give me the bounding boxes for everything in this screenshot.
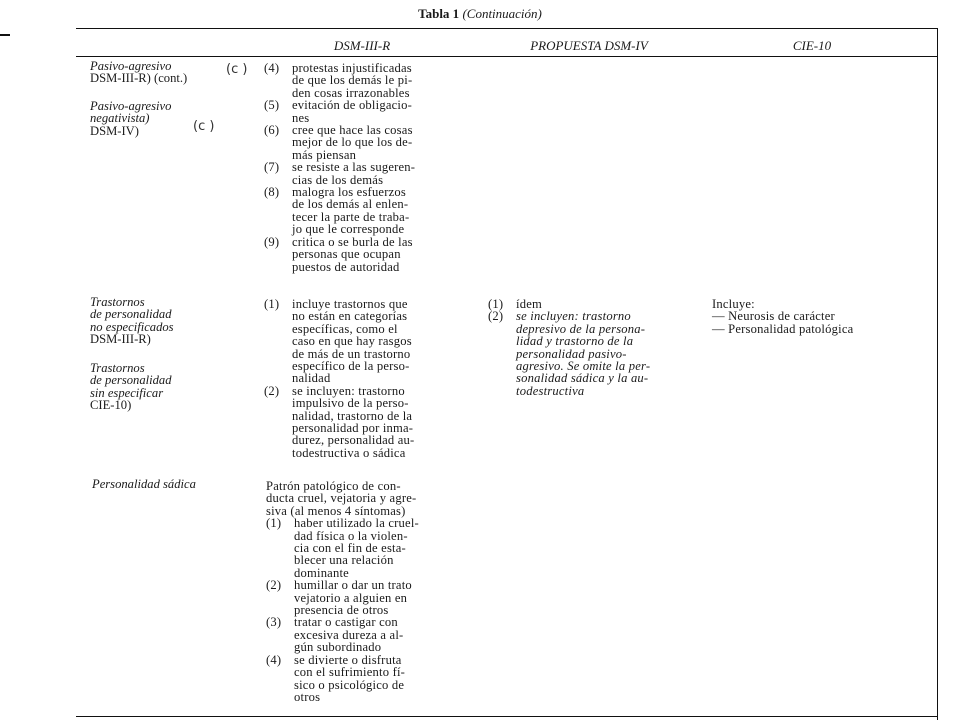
criterion-line: personalidad pasivo- <box>516 346 627 361</box>
criterion-line: no están en categorías <box>292 309 408 324</box>
diagnosis-line: DSM-IV) <box>90 123 139 138</box>
criterion-number: (9) <box>264 234 280 249</box>
criterion-item <box>264 62 474 99</box>
criterion-line: vejatorio a alguien en <box>294 590 408 605</box>
criterion-number: (3) <box>266 615 282 630</box>
criterion-line: protestas injustificadas <box>292 61 412 75</box>
table-title <box>0 6 960 22</box>
diagnosis-label <box>90 296 174 346</box>
criterion-line: más piensan <box>292 147 357 162</box>
criterion-line: ídem <box>516 297 542 311</box>
criterion-line: ducta cruel, vejatoria y agre- <box>266 491 417 506</box>
criterion-line: Patrón patológico de con- <box>266 479 401 493</box>
criterion-line: durez, personalidad au- <box>292 433 415 448</box>
criterion-intro <box>266 480 478 517</box>
criterion-item <box>264 385 474 459</box>
dsm3r-criteria <box>266 480 478 703</box>
diagnosis-line: DSM-III-R) <box>90 332 151 347</box>
table-title-italic: (Continuación) <box>462 6 542 21</box>
criterion-line: incluye trastornos que <box>292 297 408 311</box>
criterion-number: (5) <box>264 98 280 113</box>
criterion-number: (1) <box>488 297 504 311</box>
cie10-bullet: — Personalidad patológica <box>712 321 854 336</box>
diagnosis-label <box>90 362 172 412</box>
cie10-bullet: — Neurosis de carácter <box>712 309 835 324</box>
criterion-line: critica o se burla de las <box>292 234 413 249</box>
criterion-line: nalidad, trastorno de la <box>292 408 413 423</box>
diagnosis-label <box>92 478 196 490</box>
criterion-number: (4) <box>264 61 280 75</box>
diagnosis-line: DSM-III-R) (cont.) <box>90 71 188 86</box>
criterion-item <box>266 654 478 704</box>
criterion-line: específico de la perso- <box>292 359 410 374</box>
criterion-line: mejor de lo que los de- <box>292 135 413 150</box>
dsm3r-criteria <box>264 62 474 273</box>
criterion-line: con el sufrimiento fí- <box>294 665 406 680</box>
criterion-item <box>266 616 478 653</box>
criterion-line: otros <box>294 689 321 704</box>
diagnosis-label <box>90 60 187 85</box>
diagnosis-line: Pasivo-agresivo <box>90 59 172 73</box>
criterion-line: cias de los demás <box>292 172 384 187</box>
criterion-line: de los demás al enlen- <box>292 197 409 212</box>
criterion-number: (1) <box>264 297 280 311</box>
criterion-line: cia con el fin de esta- <box>294 541 406 556</box>
criterion-line: dominante <box>294 565 349 580</box>
criterion-item <box>488 310 700 397</box>
criterion-line: malogra los esfuerzos <box>292 185 407 200</box>
handwritten-mark: (c ) <box>226 62 248 77</box>
criterion-line: evitación de obligacio- <box>292 98 412 113</box>
criterion-line: sonalidad sádica y la au- <box>516 371 649 386</box>
diagnosis-line: de personalidad <box>90 373 172 388</box>
diagnosis-line: sin especificar <box>90 385 164 400</box>
criterion-line: den cosas irrazonables <box>292 85 410 100</box>
criterion-number: (2) <box>264 383 280 398</box>
criterion-line: se incluyen: trastorno <box>292 383 405 398</box>
diagnosis-line: de personalidad <box>90 307 172 322</box>
criterion-line: de más de un trastorno <box>292 346 411 361</box>
diagnosis-line: Personalidad sádica <box>92 477 196 491</box>
criterion-line: se divierte o disfruta <box>294 652 402 667</box>
criterion-number: (1) <box>266 516 282 531</box>
handwritten-mark: (c ) <box>193 119 215 134</box>
table-title-bold: Tabla 1 <box>418 6 460 21</box>
criterion-number: (2) <box>266 578 282 593</box>
criterion-item <box>264 124 474 161</box>
table-top-rule <box>76 28 938 29</box>
criterion-line: personalidad por inma- <box>292 421 414 436</box>
criterion-line: todestructiva <box>516 383 585 398</box>
criterion-number: (6) <box>264 123 280 138</box>
criterion-line: lidad y trastorno de la <box>516 334 634 349</box>
dsm3r-criteria <box>264 298 474 459</box>
margin-tick <box>0 34 10 36</box>
criterion-line: agresivo. Se omite la per- <box>516 359 651 374</box>
criterion-item <box>264 236 474 273</box>
criterion-line: dad física o la violen- <box>294 528 408 543</box>
table-right-rule <box>937 28 938 720</box>
criterion-line: nalidad <box>292 371 331 386</box>
diagnosis-line: negativista) <box>90 111 150 126</box>
criterion-line: de que los demás le pi- <box>292 73 413 88</box>
criterion-line: cree que hace las cosas <box>292 123 413 138</box>
dsm4-criteria <box>488 298 700 397</box>
criterion-line: excesiva dureza a al- <box>294 627 404 642</box>
criterion-line: tratar o castigar con <box>294 615 398 630</box>
criterion-line: se resiste a las sugeren- <box>292 160 416 175</box>
criterion-number: (4) <box>266 652 282 667</box>
diagnosis-line: Trastornos <box>90 361 145 375</box>
criterion-line: puestos de autoridad <box>292 259 400 274</box>
column-header-dsm3r: DSM-III-R <box>333 38 391 53</box>
diagnosis-line: Trastornos <box>90 295 145 309</box>
table-bottom-rule <box>76 716 938 717</box>
criterion-line: se incluyen: trastorno <box>516 309 631 324</box>
criterion-line: sico o psicológico de <box>294 677 405 692</box>
criterion-line: caso en que hay rasgos <box>292 334 412 349</box>
cie10-intro: Incluye: <box>712 297 755 311</box>
diagnosis-line: Pasivo-agresivo <box>90 99 172 113</box>
criterion-line: jo que le corresponde <box>292 222 405 237</box>
criterion-item <box>264 186 474 236</box>
criterion-line: personas que ocupan <box>292 247 401 262</box>
diagnosis-line: CIE-10) <box>90 398 132 413</box>
criterion-line: blecer una relación <box>294 553 394 568</box>
cie10-criteria <box>712 298 927 335</box>
criterion-line: todestructiva o sádica <box>292 445 406 460</box>
criterion-item <box>266 579 478 616</box>
criterion-line: presencia de otros <box>294 603 389 618</box>
criterion-item <box>266 517 478 579</box>
column-header-dsm4: PROPUESTA DSM-IV <box>530 38 648 53</box>
criterion-line: siva (al menos 4 síntomas) <box>266 503 406 518</box>
criterion-line: haber utilizado la cruel- <box>294 516 419 531</box>
criterion-item <box>264 298 474 385</box>
criterion-line: gún subordinado <box>294 640 382 655</box>
criterion-line: depresivo de la persona- <box>516 321 646 336</box>
criterion-number: (8) <box>264 185 280 200</box>
criterion-item <box>264 161 474 186</box>
criterion-line: tecer la parte de traba- <box>292 209 410 224</box>
criterion-line: nes <box>292 110 310 125</box>
criterion-number: (2) <box>488 309 504 324</box>
criterion-item <box>264 99 474 124</box>
criterion-number: (7) <box>264 160 280 175</box>
column-header-cie10: CIE-10 <box>792 38 832 53</box>
header-bottom-rule <box>76 56 938 57</box>
criterion-line: impulsivo de la perso- <box>292 396 409 411</box>
diagnosis-label <box>90 100 171 137</box>
criterion-line: humillar o dar un trato <box>294 578 412 593</box>
diagnosis-line: no especificados <box>90 319 174 334</box>
criterion-line: específicas, como el <box>292 321 398 336</box>
